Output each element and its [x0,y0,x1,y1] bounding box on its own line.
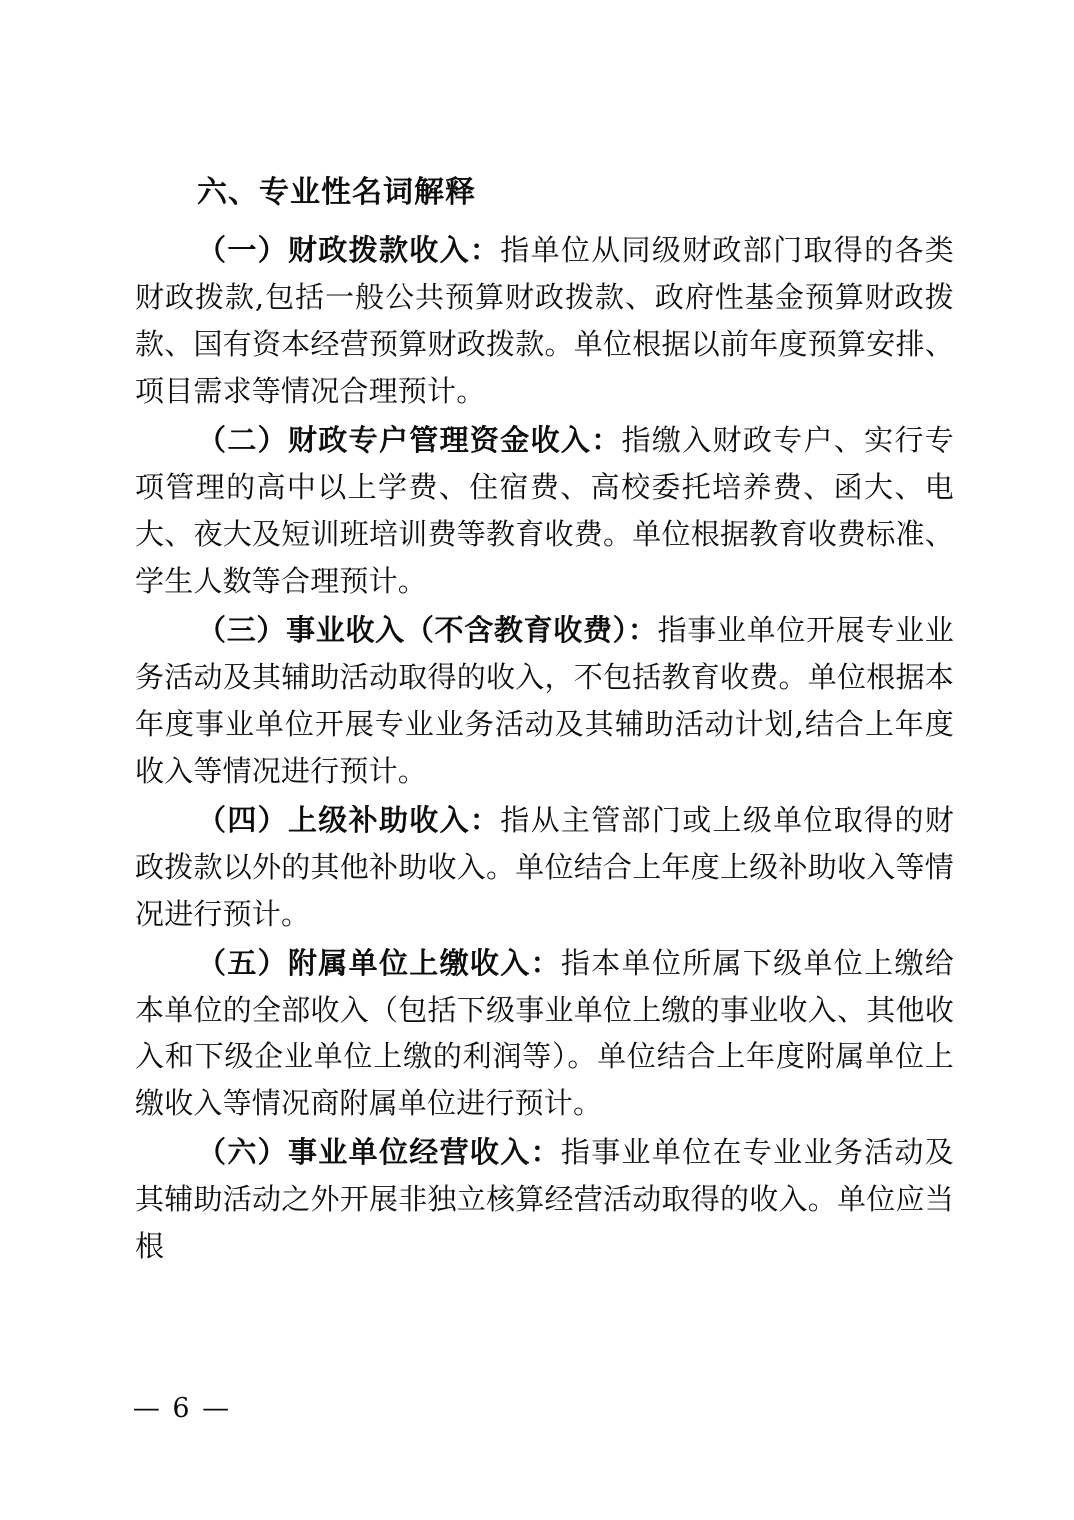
paragraph-5-body: 指本单位所属下级单位上缴给本单位的全部收入（包括下级事业单位上缴的事业收入、其他收入和下级企业单位上缴的利润等）。单位结合上年度附属单位上缴收入等情况商附属单位进行预计。 [135,945,954,1121]
section-heading: 六、专业性名词解释 [197,175,476,210]
paragraph-4 [135,797,954,938]
paragraph-6-body: 指事业单位在专业业务活动及其辅助活动之外开展非独立核算经营活动取得的收入。单位应当根 [135,1135,954,1264]
paragraph-6-lead: （六）事业单位经营收入： [197,1135,561,1170]
paragraph-1-lead: （一）财政拨款收入： [197,233,501,267]
paragraph-4-lead: （四）上级补助收入： [197,802,501,837]
paragraph-2-lead: （二）财政专户管理资金收入： [197,422,622,457]
page-number [0,1393,1074,1424]
paragraph-1-body: 指单位从同级财政部门取得的各类财政拨款,包括一般公共预算财政拨款、政府性基金预算财政拨款、国有资本经营预算财政拨款。单位根据以前年度预算安排、项目需求等情况合理预计。 [135,233,954,408]
paragraph-1 [135,227,954,415]
paragraph-3 [135,607,954,795]
page-number-text: — 6 — [132,1393,232,1424]
paragraph-2 [135,417,954,605]
paragraph-5 [135,940,954,1128]
paragraph-2-body: 指缴入财政专户、实行专项管理的高中以上学费、住宿费、高校委托培养费、函大、电大、夜大及短训班培训费等教育收费。单位根据教育收费标准、学生人数等合理预计。 [135,422,954,598]
paragraph-3-lead: （三）事业收入（不含教育收费）： [197,612,658,647]
paragraph-3-body: 指事业单位开展专业业务活动及其辅助活动取得的收入，不包括教育收费。单位根据本年度事业单位开展专业业务活动及其辅助活动计划,结合上年度收入等情况进行预计。 [135,612,954,788]
paragraph-6 [135,1129,954,1270]
paragraph-5-lead: （五）附属单位上缴收入： [197,945,561,980]
paragraph-4-body: 指从主管部门或上级单位取得的财政拨款以外的其他补助收入。单位结合上年度上级补助收入等情况进行预计。 [135,802,954,931]
